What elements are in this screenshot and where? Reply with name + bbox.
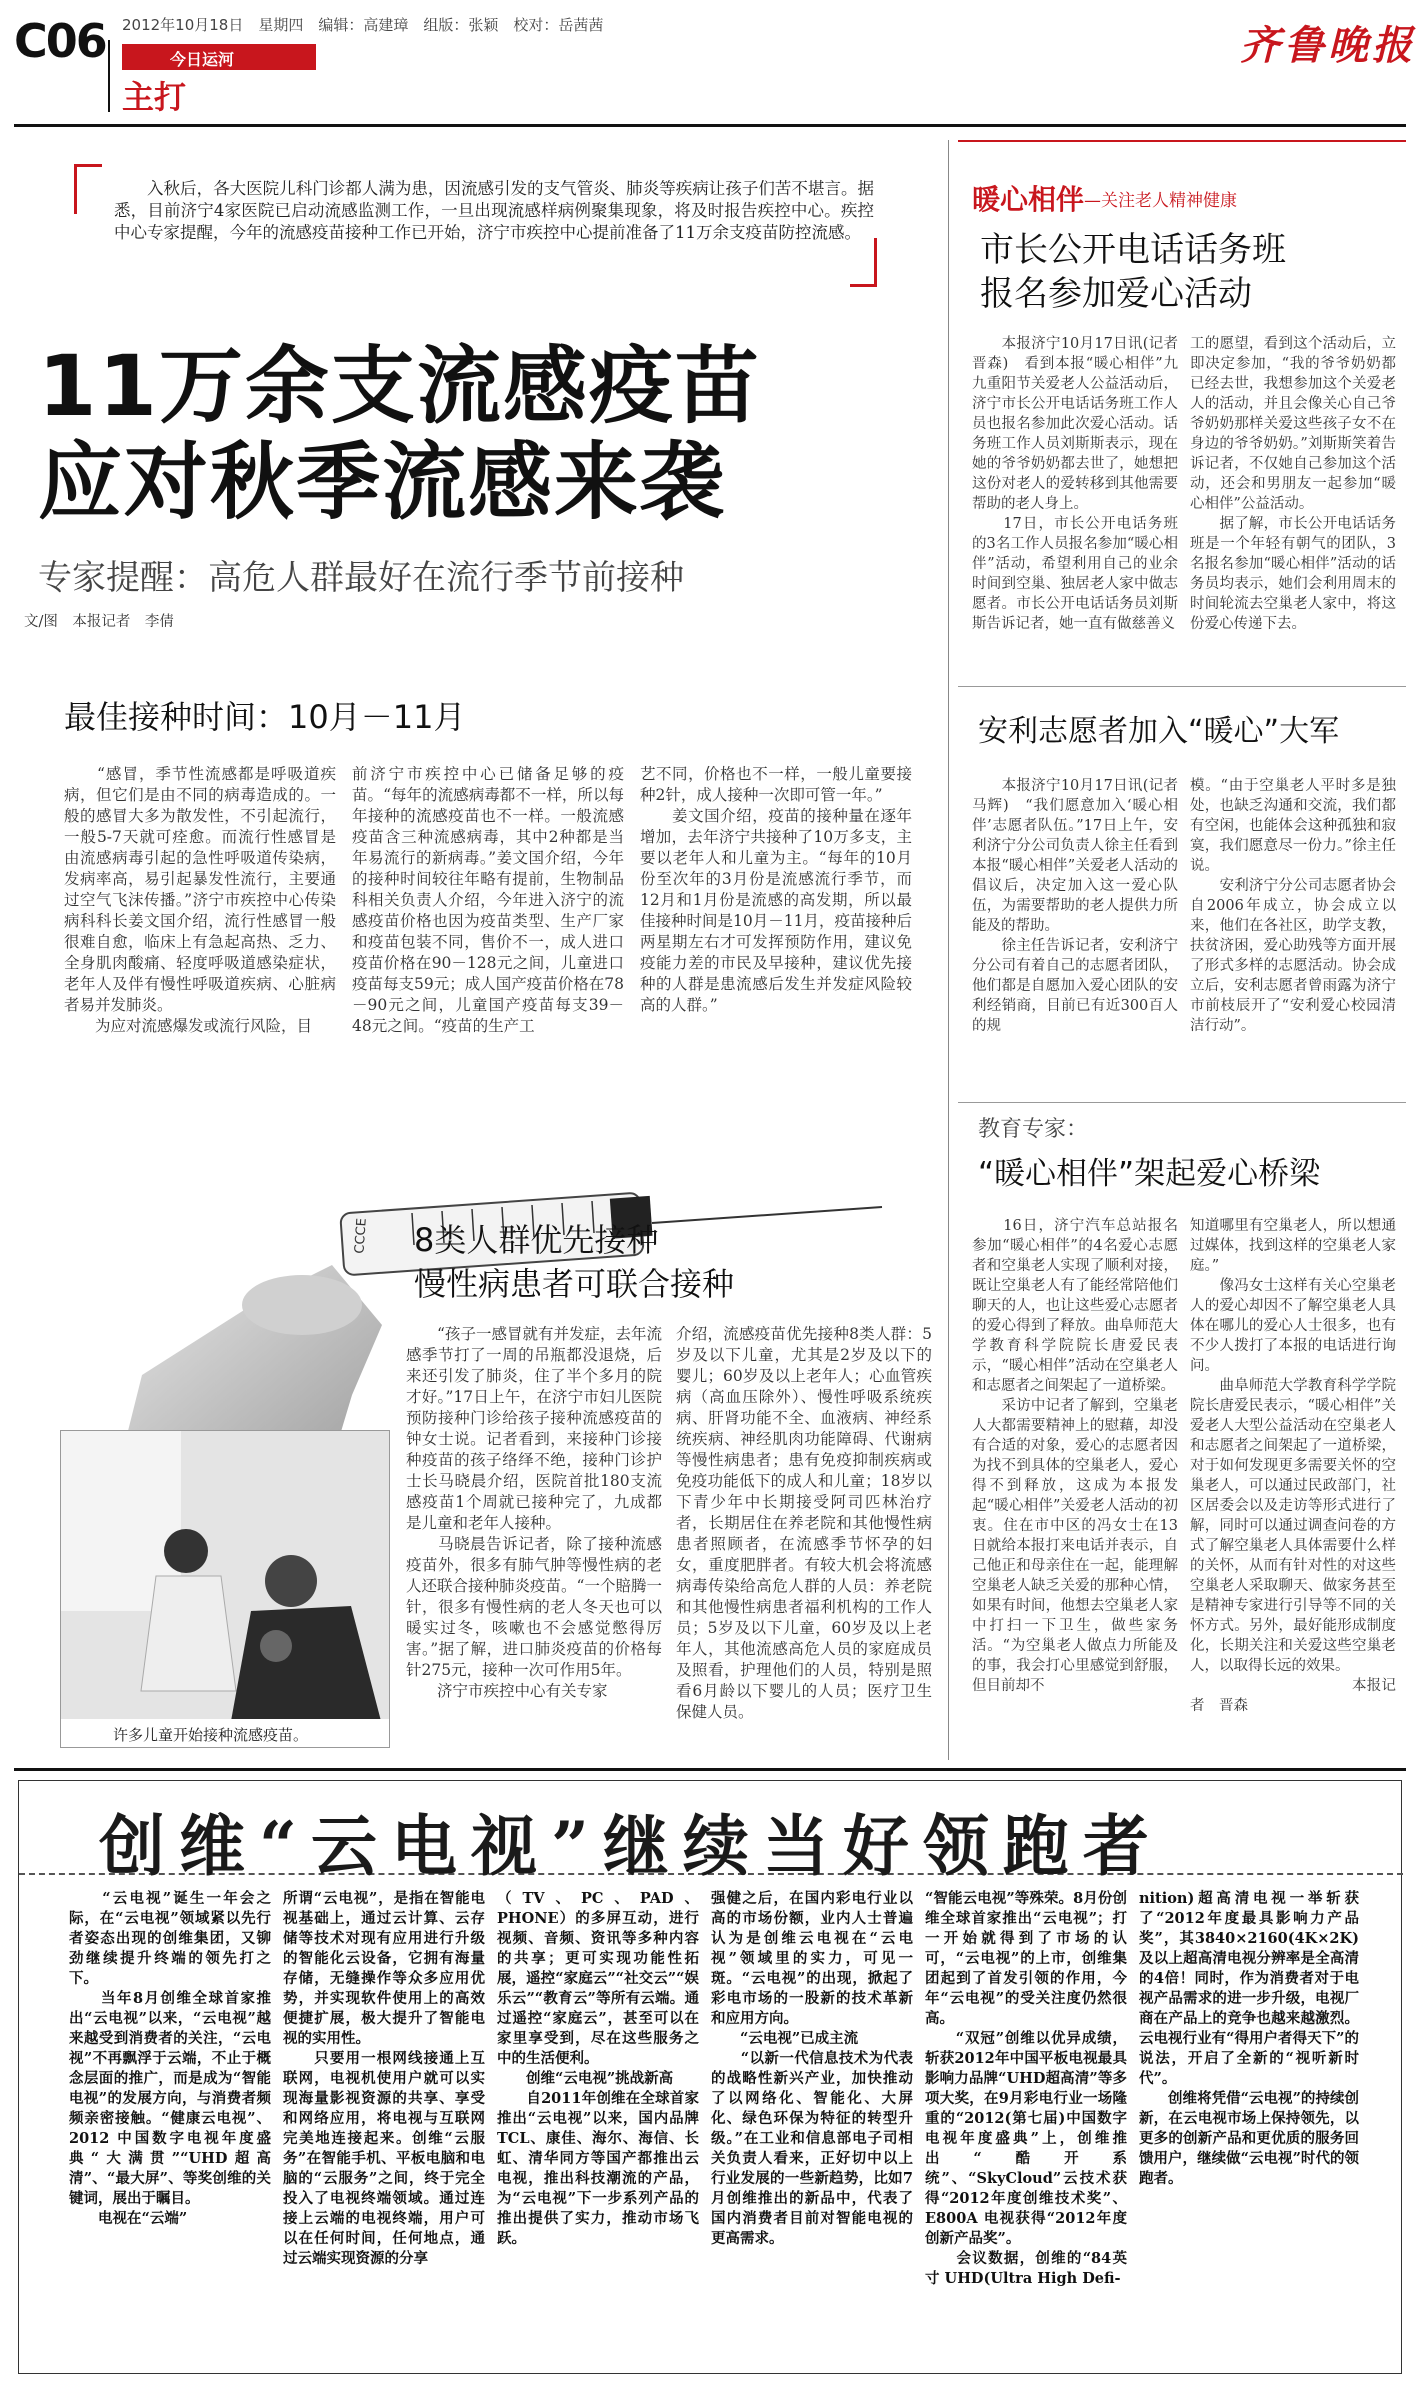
intro-corner-mark — [74, 164, 102, 167]
right-column — [958, 140, 1406, 1760]
section1-column-1: “感冒，季节性流感都是呼吸道疾病，但它们是由不同的病毒造成的。一般的感冒大多为散发性，不引起流行，一般5-7天就可痊愈。而流行性感冒是由流感病毒引起的急性呼吸道传染病，发病率高，易引起暴发性流行，主要通过空气飞沫传播。”济宁市疾控中心传染病科科长姜文国介绍，流行性感冒一般很难自愈，临床上有急起高热、乏力、全身肌肉酸痛、轻度呼吸道感染症状，老年人及伴有慢性呼吸道疾病、心脏病者易并发肺炎。 为应对流感爆发或流行风险，目 — [64, 765, 336, 1035]
story-divider — [958, 1102, 1406, 1103]
story-divider — [958, 686, 1406, 687]
nurse-head — [164, 1529, 208, 1573]
headline-line-2: 应对秋季流感来袭 — [38, 433, 727, 531]
section-tag: 今日运河 — [122, 44, 316, 70]
advertorial-headline: 创维“云电视”继续当好领跑者 — [99, 1807, 1163, 1885]
header-meta: 2012年10月18日 星期四 编辑：高建璋 组版：张颖 校对：岳茜茜 — [122, 16, 604, 34]
kicker-title: 暖心相伴 — [972, 183, 1085, 216]
page-header — [0, 0, 1417, 120]
story1-title-line-2: 报名参加爱心活动 — [980, 274, 1252, 314]
story3-column-1: 16日，济宁汽车总站报名参加“暖心相伴”的4名爱心志愿者和空巢老人实现了顺利对接，既让空巢老人有了能经常陪他们聊天的人，也让这些爱心志愿者的爱心得到了释放。曲阜师范大学教育科学院院长唐爱民表示，“暖心相伴”活动在空巢老人和志愿者之间架起了一道桥梁。 采访中记者了解到，空巢老人大都需要精神上的慰藉，却没有合适的对象，爱心的志愿者因为找不到具体的空巢老人，爱心得不到释放，这成为本报发起“暖心相伴”关爱老人活动的初衷。住在市中区的冯女士在13日就给本报打来电话并表示，自己他正和母亲住在一起，能理解空巢老人缺乏关爱的那种心情，如果有时间，他想去空巢老人家中打扫一下卫生，做些家务活。“为空巢老人做点力所能及的事，我会打心里感觉到舒服，但目前却不 — [972, 1218, 1178, 1694]
story1-column-2: 工的愿望，看到这个活动后，立即决定参加，“我的爷爷奶奶都已经去世，我想参加这个关爱老人的活动，并且会像关心自己爷爷奶奶那样关爱这些孩子女不在身边的爷爷奶奶。”刘斯斯笑着告诉记者，不仅她自己参加这个活动，还会和男朋友一起参加“暖心相伴”公益活动。 据了解，市长公开电话话务班是一个年轻有朝气的团队，3名报名参加“暖心相伴”活动的话务员均表示，她们会利用周末的时间轮流去空巢老人家中，将这份爱心传递下去。 — [1190, 336, 1396, 632]
section-title-priority-line-2: 慢性病患者可联合接种 — [414, 1265, 735, 1303]
intro-corner-mark — [874, 238, 877, 286]
section2-column-2: 介绍，流感疫苗优先接种8类人群：5岁及以下儿童，尤其是2岁及以下的婴儿；60岁及以上老年人；心血管疾病（高血压除外）、慢性呼吸系统疾病、肝肾功能不全、血液病、神经系统疾病、神经肌肉功能障碍、代谢病等慢性病患者；患有免疫抑制疾病或免疫功能低下的成人和儿童；18岁以下青少年中长期接受阿司匹林治疗者，长期居住在养老院和其他慢性病患者照顾者，在流感季节怀孕的妇女，重度肥胖者。有较大机会将流感病毒传染给高危人群的人员：养老院和其他慢性病患者福利机构的工作人员；5岁及以下儿童，60岁及以上老年人，其他流感高危人员的家庭成员及照看，护理他们的人员，特别是照看6月龄以下婴儿的人员；医疗卫生保健人员。 — [676, 1325, 932, 1721]
advertorial-column-5: “智能云电视”等殊荣。8月份创维全球首家推出“云电视”；打一开始就得到了市场的认可，“云电视”的上市，创维集团起到了首发引领的作用，今年“云电视”的受关注度仍然很高。 “双冠”创维以优异成绩，斩获2012年中国平板电视最具影响力品牌“UHD超高清”等多项大奖，在9月彩电行业一场隆重的“2012(第七届)中国数字电视年度盛典”上，创维推出“酷开系统”、“SkyCloud”云技术获得“2012年度创维技术奖”、E800A 电视获得“2012年度创新产品奖”。 会议数据，创维的“84英寸 UHD(Ultra High Defi- — [925, 1890, 1127, 2287]
story3-title: “暖心相伴”架起爱心桥梁 — [978, 1156, 1321, 1192]
headline-line-1: 11万余支流感疫苗 — [38, 337, 761, 435]
advertorial-column-3: （TV、PC、PAD、PHONE）的多屏互动，进行视频、音频、资讯等多种内容的共享；更可实现功能性拓展，遥控“家庭云”“社交云”“娱乐云”“教育云”等所有云端。通过遥控“家庭云”，甚至可以在家里享受到，尽在这些服务之中的生活便利。 创维“云电视”挑战新高 自2011年创维在全球首家推出“云电视”以来，国内品牌TCL、康佳、海尔、海信、长虹、清华同方等国产都推出云电视，推出科技潮流的产品，为“云电视”下一步系列产品的推出提供了实力，推动市场飞跃。 — [497, 1890, 699, 2247]
section-title-priority-line-1: 8类人群优先接种 — [414, 1221, 659, 1259]
story1-column-1: 本报济宁10月17日讯(记者 晋森) 看到本报“暖心相伴”九九重阳节关爱老人公益活动后，济宁市长公开电话话务班工作人员也报名参加此次爱心活动。话务班工作人员刘斯斯表示，现在她的爷爷奶奶都去世了，她想把这份对老人的爱转移到其他需要帮助的老人身上。 17日，市长公开电话务班的3名工作人员报名参加“暖心相伴”活动，希望利用自己的业余时间到空巢、独居老人家中做志愿者。市长公开电话话务员刘斯斯告诉记者，她一直有做慈善义 — [972, 336, 1178, 632]
header-divider — [108, 40, 110, 112]
syringe-needle — [652, 1207, 882, 1223]
subheadline: 专家提醒：高危人群最好在流行季节前接种 — [38, 558, 684, 598]
section1-column-2: 前济宁市疾控中心已储备足够的疫苗。“每年的流感病毒都不一样，所以每年接种的流感疫苗也不一样。一般流感疫苗含三种流感病毒，其中2种都是当年易流行的新病毒。”姜文国介绍，今年的接种时间较往年略有提前，生物制品科相关负责人介绍，今年进入济宁的流感疫苗价格也因为疫苗类型、生产厂家和疫苗包装不同，售价不一，成人进口疫苗价格在90－128元之间，儿童进口疫苗每支59元；成人国产疫苗价格在78－90元之间，儿童国产疫苗每支39－48元之间。“疫苗的生产工 — [352, 765, 624, 1035]
advertorial-column-6: nition)超高清电视一举斩获了“2012年度最具影响力产品奖”，其3840×2160(4K×2K)及以上超高清电视分辨率是全高清的4倍！同时，作为消费者对于电视产品需求的进一步升级，电视厂商在产品上的竞争也越来越激烈。云电视行业有“得用户者得天下”的说法，开启了全新的“视听新时代”。 创维将凭借“云电视”的持续创新，在云电视市场上保持领先，以更多的创新产品和更优质的服务回馈用户，继续做“云电视”时代的领跑者。 — [1139, 1890, 1359, 2187]
newspaper-logo: 齐鲁晚报 — [1240, 22, 1416, 69]
parent-head — [265, 1555, 317, 1607]
kicker-subtitle: —关注老人精神健康 — [1084, 191, 1237, 211]
story1-title-line-1: 市长公开电话话务班 — [980, 230, 1286, 270]
photo-caption: 许多儿童开始接种流感疫苗。 — [61, 1719, 390, 1747]
advertorial-column-2: 所谓“云电视”，是指在智能电视基础上，通过云计算、云存储等技术对现有应用进行升级的智能化云设备，它拥有海量存储，无缝操作等众多应用优势，并实现软件使用上的高效便捷扩展，极大提升了智能电视的实用性。 只要用一根网线接通上互联网，电视机使用户就可以实现海量影视资源的共享、享受和网络应用，将电视与互联网完美地连接起来。创维“云服务”在智能手机、平板电脑和电脑的“云服务”之间，终于完全投入了电视终端领域。通过连接上云端的电视终端，用户可以在任何时间，任何地点，通过云端实现资源的分享 — [283, 1890, 485, 2267]
story2-column-2: 模。“由于空巢老人平时多是独处，也缺乏沟通和交流，我们都有空闲，也能体会这种孤独和寂寞，我们愿意尽一份力。”徐主任说。 安利济宁分公司志愿者协会自2006年成立，协会成立以来，他们在各社区，助学支教，扶贫济困，爱心助残等方面开展了形式多样的志愿活动。协会成立后，安利志愿者曾雨露为济宁市前枝辰开了“安利爱心校园清洁行动”。 — [1190, 778, 1396, 1034]
section1-column-3: 艺不同，价格也不一样，一般儿童要接种2针，成人接种一次即可管一年。” 姜文国介绍，疫苗的接种量在逐年增加，去年济宁共接种了10万多支，主要以老年人和儿童为主。“每年的10月份至次年的3月份是流感流行季节，而12月和1月份是流感的高发期，所以最佳接种时间是10月－11月，疫苗接种后两星期左右才可发挥预防作用，建议免疫能力差的市民及早接种，建议优先接种的人群是患流感后发生并发症风险较高的人群。” — [640, 765, 912, 1014]
nurse-figure — [141, 1576, 236, 1691]
byline: 文/图 本报记者 李倩 — [24, 614, 174, 630]
ad-separator-rule — [14, 1768, 1406, 1771]
intro-paragraph: 入秋后，各大医院儿科门诊都人满为患，因流感引发的支气管炎、肺炎等疾病让孩子们苦不堪言。据悉，目前济宁4家医院已启动流感监测工作，一旦出现流感样病例聚集现象，将及时报告疾控中心。疾控中心专家提醒，今年的流感疫苗接种工作已开始，济宁市疾控中心提前准备了11万余支疫苗防控流感。 — [114, 179, 874, 242]
section-title: 主打 — [122, 78, 187, 116]
advertorial-box — [18, 1780, 1402, 2374]
section2-column-1: “孩子一感冒就有并发症，去年流感季节打了一周的吊瓶都没退烧，后来还引发了肺炎，住了半个多月的院才好。”17日上午，在济宁市妇儿医院预防接种门诊给孩子接种流感疫苗的钟女士说。记者看到，来接种门诊接种疫苗的孩子络绎不绝，接种门诊护士长马晓晨介绍，医院首批180支流感疫苗1个周就已接种完了，九成都是儿童和老年人接种。 马晓晨告诉记者，除了接种流感疫苗外，很多有肺气肿等慢性病的老人还联合接种肺炎疫苗。“一个賠腾一针，很多有慢性病的老人冬天也可以暖实过冬，咳嗽也不会感觉憋得厉害。”据了解，进口肺炎疫苗的价格每针275元，接种一次可作用5年。 济宁市疾控中心有关专家 — [406, 1325, 662, 1700]
vaccination-photo-scene — [61, 1431, 390, 1721]
section-title-best-time: 最佳接种时间：10月－11月 — [64, 698, 466, 736]
page-number: C06 — [14, 14, 106, 68]
advertorial-column-4: 强健之后，在国内彩电行业以高的市场份额，业内人士普遍认为是创维云电视在“云电视”领域里的实力，可见一斑。“云电视”的出现，掀起了彩电市场的一股新的技术革新和应用方向。 “云电视”已成主流 “以新一代信息技术为代表的战略性新兴产业，加快推动了以网络化、智能化、大屏化、绿色环保为特征的转型升级。”在工业和信息部电子司相关负责人看来，正好切中以上行业发展的一些新趋势，比如7月创维推出的新品中，代表了国内消费者目前对智能电视的更高需求。 — [711, 1890, 913, 2247]
main-story — [14, 140, 942, 1760]
intro-corner-mark — [74, 164, 77, 214]
glove-thumb-shape — [242, 1275, 362, 1335]
vaccination-photo — [60, 1430, 390, 1748]
kicker-rule — [958, 140, 1406, 142]
story2-column-1: 本报济宁10月17日讯(记者 马辉) “我们愿意加入‘暖心相伴’志愿者队伍。”17日上午，安利济宁分公司负责人徐主任看到本报“暖心相伴”关爱老人活动的倡议后，决定加入这一爱心队伍，为需要帮助的老人提供力所能及的帮助。 徐主任告诉记者，安利济宁分公司有着自己的志愿者团队，他们都是自愿加入爱心团队的安利经销商，目前已有近300百人的规 — [972, 778, 1178, 1034]
story3-kicker: 教育专家： — [978, 1117, 1089, 1142]
advertorial-column-1: “云电视”诞生一年会之际，在“云电视”领域紧以先行者姿态出现的创维集团，又铆劲继续提升终端的领先打之下。 当年8月创维全球首家推出“云电视”以来，“云电视”越来越受到消费者的关注，“云电视”不再飘浮于云端，不止于概念层面的推广，而是成为“智能电视”的发展方向，与消费者频频亲密接触。“健康云电视”、2012 中国数字电视年度盛典“大满贯”“UHD超高清”、“最大屏”、等奖创维的关键词，展出于瞩目。 电视在“云端” — [69, 1890, 271, 2227]
story3-column-2: 知道哪里有空巢老人，所以想通过媒体，找到这样的空巢老人家庭。” 像冯女士这样有关心空巢老人的爱心却因不了解空巢老人具体在哪儿的爱心人士很多，也有不少人拨打了本报的电话进行询问。 曲阜师范大学教育科学学院院长唐爱民表示，“暖心相伴”关爱老人大型公益活动在空巢老人和志愿者之间架起了一道桥梁，对于如何发现更多需要关怀的空巢老人，可以通过民政部门，社区居委会以及走访等形式进行了解，同时可以通过调查问卷的方式了解空巢老人具体需要什么样的关怀，从而有针对性的对这些空巢老人采取聊天、做家务甚至是精神专家进行引导等不同的关怀方式。另外，最好能形成制度化，长期关注和关爱这些空巢老人，以取得长远的效果。 本报记者 晋森 — [1190, 1218, 1396, 1714]
column-divider — [948, 140, 949, 1760]
intro-corner-mark — [850, 284, 877, 287]
header-rule — [14, 124, 1406, 127]
syringe-label: CCCE — [352, 1217, 370, 1255]
child-head — [260, 1630, 292, 1662]
story2-title: 安利志愿者加入“暖心”大军 — [978, 714, 1340, 749]
